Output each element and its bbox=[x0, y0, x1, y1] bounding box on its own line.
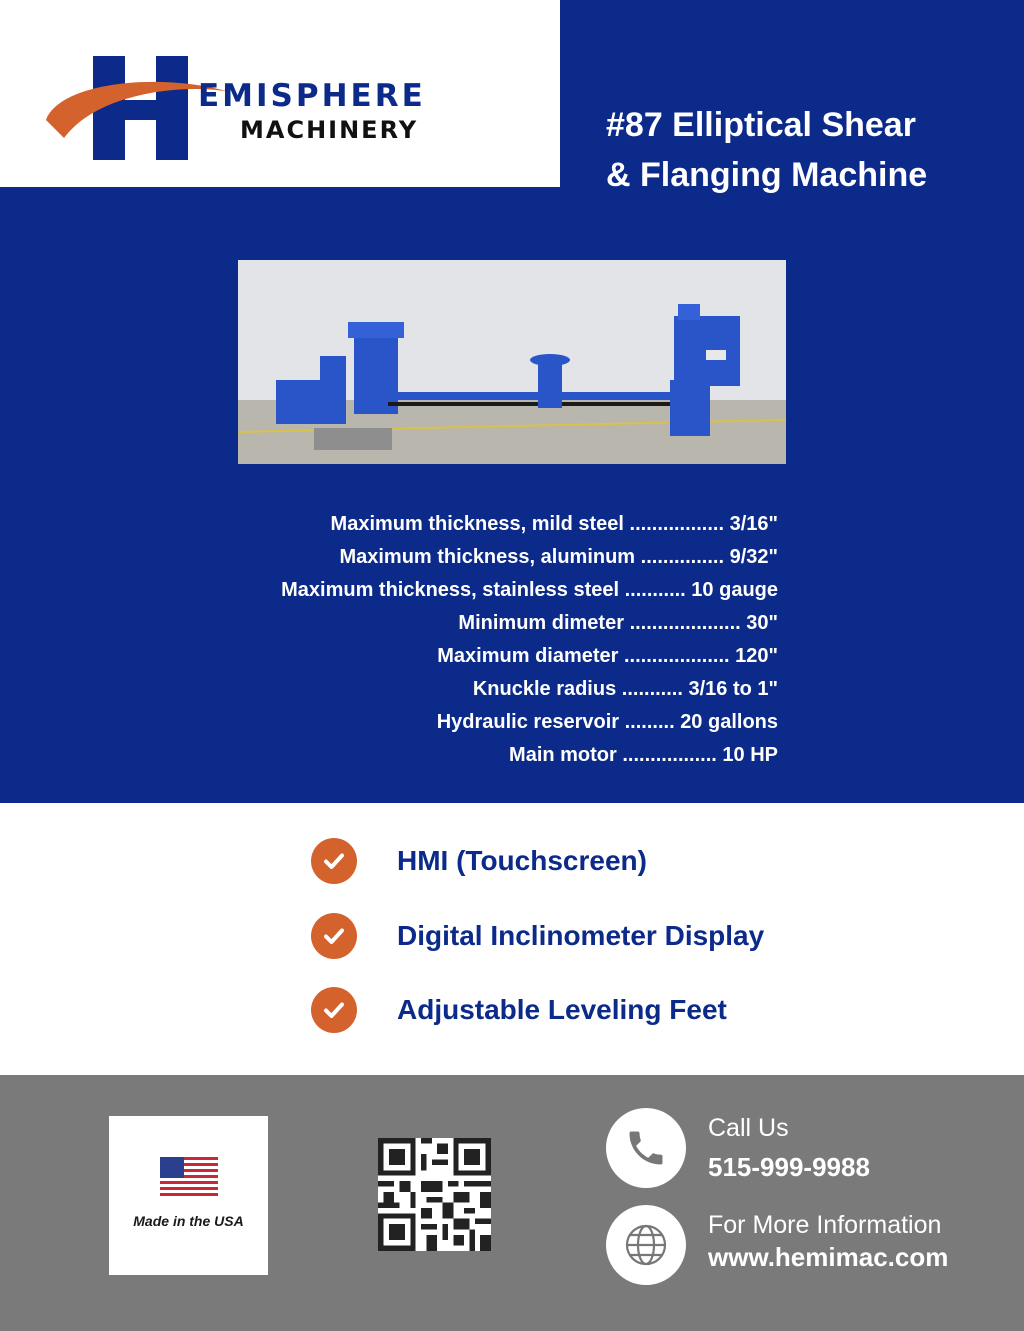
spec-row bbox=[200, 673, 778, 706]
title-line2: & Flanging Machine bbox=[606, 156, 928, 194]
website-link[interactable]: www.hemimac.com bbox=[708, 1242, 949, 1272]
spec-dots: ................... bbox=[624, 645, 730, 667]
check-icon bbox=[311, 913, 357, 959]
spec-row bbox=[200, 739, 778, 772]
spec-value: 3/16" bbox=[729, 513, 778, 535]
made-in-usa-badge bbox=[109, 1116, 268, 1275]
spec-dots: ................. bbox=[629, 513, 725, 535]
spec-value: 10 gauge bbox=[691, 579, 778, 601]
spec-dots: ........... bbox=[621, 678, 683, 700]
spec-label: Maximum thickness, aluminum bbox=[339, 546, 636, 568]
phone-number[interactable]: 515-999-9988 bbox=[708, 1152, 870, 1182]
spec-value: 10 HP bbox=[722, 744, 778, 766]
us-flag-icon bbox=[160, 1157, 218, 1197]
spec-label: Maximum diameter bbox=[437, 645, 619, 667]
feature-label: Digital Inclinometer Display bbox=[397, 920, 765, 951]
spec-label: Knuckle radius bbox=[472, 678, 617, 700]
spec-label: Minimum dimeter bbox=[458, 612, 624, 634]
check-icon bbox=[311, 987, 357, 1033]
feature-label: Adjustable Leveling Feet bbox=[397, 994, 727, 1025]
call-label: Call Us bbox=[708, 1114, 789, 1142]
spec-row bbox=[200, 541, 778, 574]
spec-label: Hydraulic reservoir bbox=[436, 711, 620, 733]
spec-row bbox=[200, 640, 778, 673]
spec-row bbox=[200, 574, 778, 607]
spec-list bbox=[200, 508, 778, 772]
spec-row bbox=[200, 607, 778, 640]
logo-panel bbox=[0, 0, 560, 187]
info-label: For More Information bbox=[708, 1211, 942, 1239]
spec-row bbox=[200, 706, 778, 739]
spec-label: Maximum thickness, mild steel bbox=[330, 513, 624, 535]
feature-item bbox=[311, 912, 764, 960]
globe-icon[interactable] bbox=[606, 1205, 686, 1285]
feature-item bbox=[311, 837, 647, 885]
feature-label: HMI (Touchscreen) bbox=[397, 845, 647, 876]
spec-dots: ......... bbox=[624, 711, 675, 733]
spec-value: 20 gallons bbox=[680, 711, 778, 733]
spec-value: 30" bbox=[746, 612, 778, 634]
machine-photo bbox=[238, 260, 786, 464]
spec-dots: ................. bbox=[622, 744, 717, 766]
spec-dots: .................... bbox=[629, 612, 741, 634]
feature-item bbox=[311, 986, 727, 1034]
spec-value: 120" bbox=[735, 645, 778, 667]
spec-dots: ........... bbox=[624, 579, 686, 601]
spec-label: Maximum thickness, stainless steel bbox=[281, 579, 620, 601]
qr-code[interactable] bbox=[378, 1138, 491, 1251]
spec-row bbox=[200, 508, 778, 541]
page-title bbox=[606, 100, 1006, 200]
logo-text-line1: EMISPHERE bbox=[198, 78, 426, 114]
spec-value: 3/16 to 1" bbox=[688, 678, 778, 700]
footer bbox=[0, 1075, 1024, 1331]
spec-dots: ............... bbox=[640, 546, 725, 568]
spec-value: 9/32" bbox=[729, 546, 778, 568]
spec-label: Main motor bbox=[509, 744, 617, 766]
check-icon bbox=[311, 838, 357, 884]
logo-text-line2: MACHINERY bbox=[240, 116, 419, 144]
title-line1: #87 Elliptical Shear bbox=[606, 106, 916, 144]
made-in-usa-label: Made in the USA bbox=[133, 1213, 244, 1229]
phone-icon[interactable] bbox=[606, 1108, 686, 1188]
